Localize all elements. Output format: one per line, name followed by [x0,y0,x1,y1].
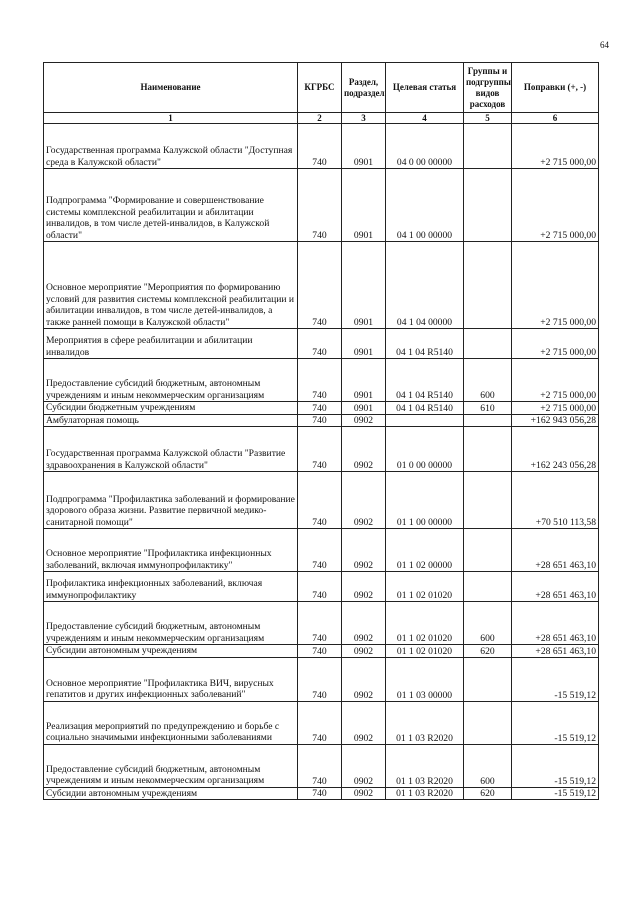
cell-razdel: 0902 [342,602,386,645]
cell-kgrbs: 740 [298,472,342,529]
header-kgrbs: КГРБС [298,63,342,113]
cell-vid: 600 [464,744,512,787]
header-name: Наименование [44,63,298,113]
cell-kgrbs: 740 [298,359,342,402]
cell-statya: 04 0 00 00000 [386,124,464,169]
header-amount: Поправки (+, -) [512,63,599,113]
cell-razdel: 0901 [342,169,386,242]
cell-amount: +2 715 000,00 [512,329,599,359]
cell-statya: 01 0 00 00000 [386,427,464,472]
budget-amendments-table [43,62,599,800]
cell-amount: +28 651 463,10 [512,572,599,602]
table-row [44,414,599,427]
table-row [44,472,599,529]
cell-razdel: 0902 [342,657,386,701]
cell-vid [464,529,512,572]
column-number: 3 [342,113,386,124]
cell-amount: +28 651 463,10 [512,529,599,572]
column-number: 4 [386,113,464,124]
cell-kgrbs: 740 [298,657,342,701]
cell-name: Основное мероприятие "Профилактика ВИЧ, вирусных гепатитов и других инфекционных заболеваний" [44,657,298,701]
cell-name: Основное мероприятие "Мероприятия по формированию условий для развития системы комплексной реабилитации и абилитации инвалидов, в том числе детей-инвалидов, а также ранней помощи в Калужской области" [44,242,298,329]
cell-amount: +2 715 000,00 [512,242,599,329]
cell-statya: 01 1 02 00000 [386,529,464,572]
cell-vid: 610 [464,402,512,415]
cell-name: Основное мероприятие "Профилактика инфекционных заболеваний, включая иммунопрофилактику" [44,529,298,572]
cell-name: Предоставление субсидий бюджетным, автономным учреждениям и иным некоммерческим организациям [44,602,298,645]
header-statya: Целевая статья [386,63,464,113]
table-row [44,359,599,402]
cell-kgrbs: 740 [298,602,342,645]
cell-amount: +2 715 000,00 [512,402,599,415]
table-row [44,657,599,701]
cell-name: Государственная программа Калужской области "Развитие здравоохранения в Калужской области" [44,427,298,472]
cell-amount: +70 510 113,58 [512,472,599,529]
cell-razdel: 0902 [342,744,386,787]
cell-statya: 01 1 02 01020 [386,602,464,645]
column-number-row [44,113,599,124]
cell-razdel: 0901 [342,359,386,402]
cell-amount: -15 519,12 [512,744,599,787]
cell-name: Амбулаторная помощь [44,414,298,427]
cell-name: Субсидии автономным учреждениям [44,645,298,658]
cell-amount: -15 519,12 [512,787,599,800]
cell-razdel: 0901 [342,242,386,329]
cell-name: Мероприятия в сфере реабилитации и абилитации инвалидов [44,329,298,359]
column-number: 6 [512,113,599,124]
cell-razdel: 0902 [342,572,386,602]
table-row [44,427,599,472]
cell-statya [386,414,464,427]
table-row [44,242,599,329]
cell-vid [464,169,512,242]
cell-kgrbs: 740 [298,402,342,415]
table-row [44,169,599,242]
cell-amount: -15 519,12 [512,701,599,744]
cell-kgrbs: 740 [298,427,342,472]
cell-vid: 620 [464,645,512,658]
cell-statya: 04 1 04 R5140 [386,359,464,402]
cell-amount: +162 243 056,28 [512,427,599,472]
cell-statya: 01 1 02 01020 [386,645,464,658]
cell-vid: 620 [464,787,512,800]
cell-razdel: 0902 [342,787,386,800]
cell-kgrbs: 740 [298,329,342,359]
cell-kgrbs: 740 [298,529,342,572]
cell-razdel: 0902 [342,701,386,744]
cell-name: Государственная программа Калужской области "Доступная среда в Калужской области" [44,124,298,169]
table-row [44,787,599,800]
cell-vid [464,701,512,744]
cell-statya: 04 1 00 00000 [386,169,464,242]
cell-statya: 01 1 03 R2020 [386,701,464,744]
cell-razdel: 0901 [342,402,386,415]
table-row [44,402,599,415]
cell-kgrbs: 740 [298,242,342,329]
cell-statya: 04 1 04 R5140 [386,329,464,359]
column-number: 1 [44,113,298,124]
cell-kgrbs: 740 [298,124,342,169]
table-row [44,602,599,645]
header-vid: Группы и подгруппы видов расходов [464,63,512,113]
cell-vid [464,572,512,602]
cell-amount: +162 943 056,28 [512,414,599,427]
header-row [44,63,599,113]
cell-statya: 01 1 00 00000 [386,472,464,529]
cell-kgrbs: 740 [298,572,342,602]
table-body [44,124,599,800]
cell-vid [464,427,512,472]
cell-name: Предоставление субсидий бюджетным, автономным учреждениям и иным некоммерческим организациям [44,744,298,787]
cell-kgrbs: 740 [298,414,342,427]
column-number: 2 [298,113,342,124]
column-number: 5 [464,113,512,124]
cell-statya: 01 1 03 00000 [386,657,464,701]
cell-statya: 01 1 03 R2020 [386,787,464,800]
cell-razdel: 0902 [342,529,386,572]
cell-razdel: 0901 [342,329,386,359]
cell-statya: 01 1 02 01020 [386,572,464,602]
cell-amount: +28 651 463,10 [512,602,599,645]
cell-amount: +2 715 000,00 [512,124,599,169]
cell-kgrbs: 740 [298,645,342,658]
page-number: 64 [600,40,609,50]
cell-statya: 04 1 04 R5140 [386,402,464,415]
cell-razdel: 0901 [342,124,386,169]
cell-kgrbs: 740 [298,701,342,744]
cell-amount: -15 519,12 [512,657,599,701]
cell-kgrbs: 740 [298,744,342,787]
table-row [44,572,599,602]
cell-vid [464,414,512,427]
table-row [44,645,599,658]
cell-statya: 04 1 04 00000 [386,242,464,329]
cell-name: Подпрограмма "Формирование и совершенствование системы комплексной реабилитации и абилитации инвалидов, в том числе детей-инвалидов, в Калужской области" [44,169,298,242]
cell-vid [464,657,512,701]
cell-kgrbs: 740 [298,169,342,242]
cell-amount: +28 651 463,10 [512,645,599,658]
cell-vid: 600 [464,602,512,645]
cell-name: Субсидии бюджетным учреждениям [44,402,298,415]
cell-vid [464,124,512,169]
table-row [44,529,599,572]
cell-name: Предоставление субсидий бюджетным, автономным учреждениям и иным некоммерческим организациям [44,359,298,402]
table-row [44,329,599,359]
cell-razdel: 0902 [342,645,386,658]
header-razdel: Раздел, подраздел [342,63,386,113]
cell-vid [464,329,512,359]
cell-vid: 600 [464,359,512,402]
cell-name: Субсидии автономным учреждениям [44,787,298,800]
cell-kgrbs: 740 [298,787,342,800]
table-row [44,124,599,169]
cell-vid [464,472,512,529]
cell-name: Профилактика инфекционных заболеваний, включая иммунопрофилактику [44,572,298,602]
cell-statya: 01 1 03 R2020 [386,744,464,787]
cell-razdel: 0902 [342,427,386,472]
cell-name: Подпрограмма "Профилактика заболеваний и формирование здорового образа жизни. Развитие первичной медико-санитарной помощи" [44,472,298,529]
table-row [44,701,599,744]
cell-vid [464,242,512,329]
cell-razdel: 0902 [342,472,386,529]
cell-amount: +2 715 000,00 [512,169,599,242]
table-row [44,744,599,787]
cell-amount: +2 715 000,00 [512,359,599,402]
cell-name: Реализация мероприятий по предупреждению и борьбе с социально значимыми инфекционными заболеваниями [44,701,298,744]
cell-razdel: 0902 [342,414,386,427]
